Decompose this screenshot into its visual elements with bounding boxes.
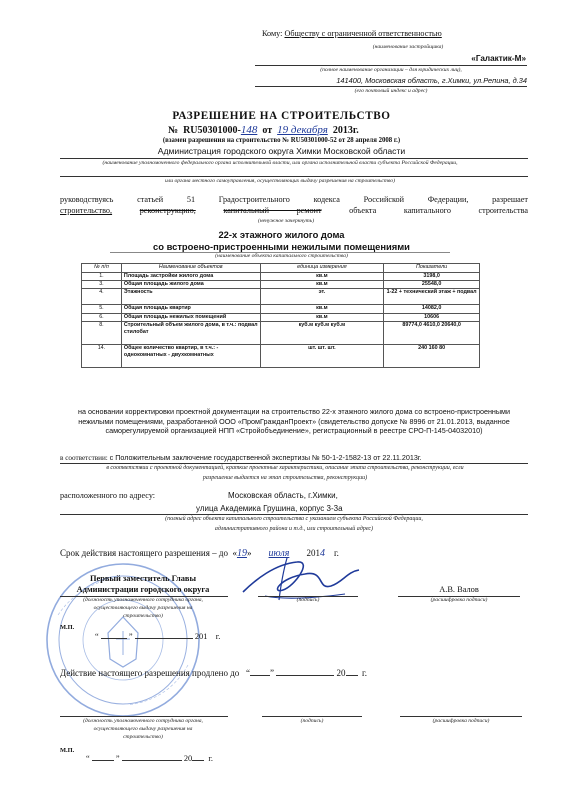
signatory-date-line: “ ” 201 г. bbox=[95, 632, 221, 641]
caption-address: (его почтовый индекс и адрес) bbox=[354, 88, 428, 94]
ext-caption-name: (расшифровка подписи) bbox=[432, 718, 490, 724]
permit-year: 2013г. bbox=[332, 125, 359, 136]
table-row: 8. Строительный объем жилого дома, в т.ч.: подвал стилобат куб.м куб.м куб.м 89774,0 4610,0 20640,0 bbox=[82, 321, 480, 344]
body-line-2 bbox=[60, 206, 528, 215]
col-header-value: Показатели bbox=[384, 264, 480, 273]
accordance-line bbox=[60, 453, 528, 462]
basis-text: на основании корректировки проектной документации на строительство 22-х этажного жилого дома со встроено-пристроенными нежилыми помещениями, разработанной ООО «ПромГражданПроект» (свидетельство допуске № 8996 от 21.01.2013, выданное саморегулируемой организацией НПП «Стройобъединение», регистрационный в реестре СРО-П-145-04032010) bbox=[77, 407, 511, 436]
ext-caption-position-3: строительство) bbox=[123, 734, 163, 740]
caption-fullname: (полное наименование организации – для юридических лиц), bbox=[320, 67, 462, 73]
ext-caption-signature: (подпись) bbox=[300, 718, 324, 724]
caption-authority-2: или органа местного самоуправления, осуществляющих выдачу разрешения на строительство) bbox=[165, 178, 395, 184]
col-header-num: № п/п bbox=[82, 264, 122, 273]
extension-text: Действие настоящего разрешения продлено до bbox=[60, 668, 240, 678]
to-prefix: Кому: bbox=[262, 29, 283, 38]
permit-date-handwritten: 19 декабря bbox=[277, 124, 328, 136]
location-prefix: расположенного по адресу: bbox=[60, 491, 156, 500]
validity-day: 19 bbox=[236, 548, 247, 559]
caption-position-1: (должность уполномоченного сотрудника органа, bbox=[83, 597, 203, 603]
caption-developer: (наименование застройщика) bbox=[372, 44, 444, 50]
company-name: «Галактик-М» bbox=[471, 54, 526, 63]
recipient-line bbox=[262, 29, 442, 38]
ext-seal-place-mark: М.П. bbox=[60, 747, 75, 754]
signatory-title-1: Первый заместитель Главы bbox=[90, 574, 196, 583]
caption-position-2: осуществляющего выдачу разрешения на bbox=[93, 605, 193, 611]
company-address: 141400, Московская область, г.Химки, ул.Репина, д.34 bbox=[336, 76, 527, 85]
caption-name: (расшифровка подписи) bbox=[430, 597, 488, 603]
signatory-title-2: Администрации городского округа bbox=[76, 585, 210, 594]
caption-location-1: (полный адрес объекта капитального строительства с указанием субъекта Российской Федерации, bbox=[165, 516, 423, 522]
seal-place-mark: М.П. bbox=[60, 624, 75, 631]
validity-month: июля bbox=[268, 548, 290, 559]
ext-date-line: “ ” 20 г. bbox=[86, 754, 213, 763]
ext-caption-position-2: осуществляющего выдачу разрешения на bbox=[93, 726, 193, 732]
caption-authority-1: (наименование уполномоченного федерального органа исполнительной власти, или органа исполнительной власти субъекта Российской Федерации, bbox=[102, 160, 458, 166]
caption-accordance-1: в соответствии с проектной документацией, краткие проектные характеристики, описание этапа строительства, реконструкции, если bbox=[106, 465, 464, 471]
table-row: 5. Общая площадь квартир кв.м 14082,0 bbox=[82, 305, 480, 313]
validity-year-digit: 4 bbox=[319, 548, 325, 559]
location-line-1: Московская область, г.Химки, bbox=[228, 491, 338, 500]
caption-strike: (ненужное зачеркнуть) bbox=[258, 218, 315, 224]
col-header-name: Наименование объектов bbox=[121, 264, 260, 273]
word-object: объекта капитального строительства bbox=[349, 206, 529, 215]
accordance-value: с Положительным заключение государственной экспертизы № 50-1-2-1582-13 от 22.11.2013г. bbox=[109, 453, 422, 462]
document-title: РАЗРЕШЕНИЕ НА СТРОИТЕЛЬСТВО bbox=[172, 110, 391, 122]
replacement-note: (взамен разрешения на строительство № RU50301000-52 от 28 апреля 2008 г.) bbox=[162, 137, 401, 144]
caption-signature: (подпись) bbox=[296, 597, 320, 603]
indicators-table bbox=[81, 263, 480, 368]
caption-object: (наименование объекта капитального строительства) bbox=[215, 253, 348, 259]
recipient-name: Обществу с ограниченной ответственностью bbox=[284, 29, 442, 38]
caption-location-2: административного района и т.д., или строительный адрес) bbox=[214, 526, 374, 532]
table-row: 1. Площадь застройки жилого дома кв.м 3198,0 bbox=[82, 273, 480, 281]
permit-number: № RU50301000-148 от 19 декабря 2013г. bbox=[168, 124, 359, 136]
table-row: 4. Этажность эт. 1-22 + технический этаж + подвал bbox=[82, 289, 480, 305]
validity-prefix: Срок действия настоящего разрешения – до bbox=[60, 548, 228, 558]
word-repair: капитальный ремонт bbox=[223, 206, 322, 215]
object-name-1: 22-х этажного жилого дома bbox=[218, 229, 345, 240]
word-construction: строительство, bbox=[60, 206, 113, 215]
accordance-prefix: в соответствии: bbox=[60, 454, 108, 462]
permit-number-printed: RU50301000- bbox=[183, 125, 241, 136]
object-name-2: со встроено-пристроенными нежилыми помещениями bbox=[153, 241, 410, 252]
col-header-unit: единица измерения bbox=[260, 264, 384, 273]
validity-line: Срок действия настоящего разрешения – до «19» июля 2014 г. bbox=[60, 548, 339, 559]
table-row: 6. Общая площадь нежилых помещений кв.м 10606 bbox=[82, 313, 480, 321]
table-header-row bbox=[82, 264, 480, 273]
caption-accordance-2: разрешение выдается на этап строительства, реконструкции) bbox=[202, 475, 368, 481]
word-reconstruction: реконструкцию, bbox=[139, 206, 196, 215]
body-line-1: руководствуясь статьей 51 Градостроительного кодекса Российской Федерации, разрешает bbox=[60, 195, 528, 204]
ext-caption-position-1: (должность уполномоченного сотрудника органа, bbox=[83, 718, 203, 724]
permit-number-handwritten: 148 bbox=[240, 124, 258, 136]
location-line-2: улица Академика Грушина, корпус 3-3а bbox=[196, 504, 343, 513]
extension-line: Действие настоящего разрешения продлено до “ ” 20 г. bbox=[60, 668, 367, 678]
table-row: 14. Общее количество квартир, в т.ч.: - однокомнатных - двухкомнатных шт. шт. шт. 240 160 80 bbox=[82, 344, 480, 367]
issuing-authority: Администрация городского округа Химки Московской области bbox=[157, 146, 406, 156]
table-row: 3. Общая площадь жилого дома кв.м 25548,0 bbox=[82, 281, 480, 289]
caption-position-3: строительство) bbox=[123, 613, 163, 619]
signatory-name: А.В. Валов bbox=[439, 585, 479, 594]
